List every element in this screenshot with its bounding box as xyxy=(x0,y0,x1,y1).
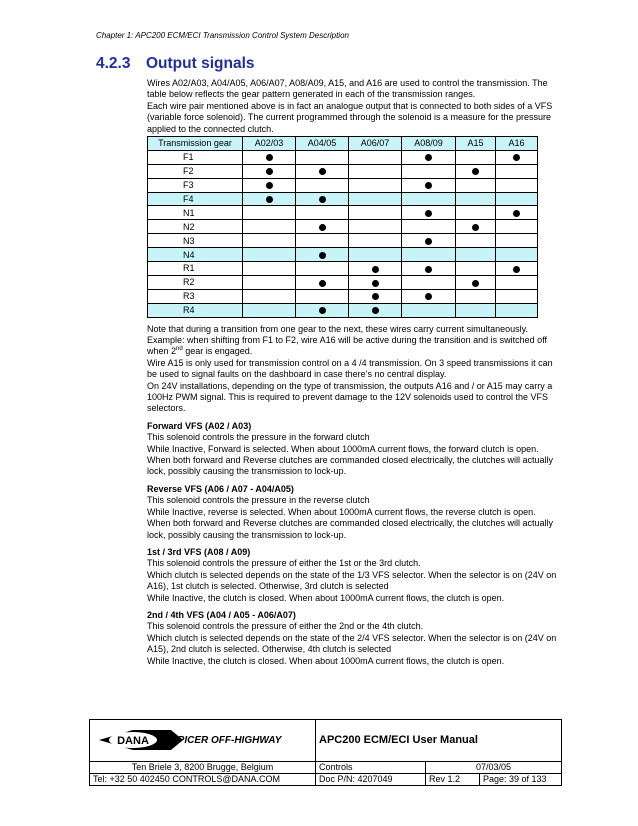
table-row xyxy=(148,303,538,317)
table-header-cell: A02/03 xyxy=(243,137,296,151)
output-cell xyxy=(402,164,456,178)
output-cell xyxy=(349,289,402,303)
dana-logo xyxy=(93,720,312,761)
output-cell xyxy=(402,220,456,234)
running-header: Chapter 1: APC200 ECM/ECI Transmission Control System Description xyxy=(96,31,349,40)
output-cell xyxy=(349,262,402,276)
output-cell xyxy=(243,275,296,289)
output-cell xyxy=(296,262,349,276)
table-row xyxy=(148,150,538,164)
active-dot-icon xyxy=(266,196,273,203)
gear-cell: N1 xyxy=(148,206,243,220)
section-title: Output signals xyxy=(146,55,255,72)
output-cell xyxy=(349,275,402,289)
table-row xyxy=(148,262,538,276)
output-cell xyxy=(296,234,349,248)
output-cell xyxy=(496,303,538,317)
active-dot-icon xyxy=(425,293,432,300)
output-cell xyxy=(402,262,456,276)
output-cell xyxy=(243,262,296,276)
subsection-title: 1st / 3rd VFS (A08 / A09) xyxy=(147,546,251,557)
footer-doc: Doc P/N: 4207049 xyxy=(316,774,426,786)
output-cell xyxy=(496,262,538,276)
output-cell xyxy=(456,220,496,234)
subsection-line: This solenoid controls the pressure in the reverse clutch xyxy=(147,495,370,506)
table-header-cell: A15 xyxy=(456,137,496,151)
active-dot-icon xyxy=(425,210,432,217)
output-cell xyxy=(296,178,349,192)
logo-text: SPICER OFF-HIGHWAY xyxy=(171,735,282,746)
content-body xyxy=(147,78,559,667)
output-cell xyxy=(243,164,296,178)
table-header-cell: A08/09 xyxy=(402,137,456,151)
gear-cell: N2 xyxy=(148,220,243,234)
gear-cell: F1 xyxy=(148,150,243,164)
table-row xyxy=(148,289,538,303)
output-cell xyxy=(496,192,538,206)
output-cell xyxy=(296,150,349,164)
output-cell xyxy=(496,289,538,303)
output-cell xyxy=(296,248,349,262)
subsection-line: While Inactive, reverse is selected. When about 1000mA current flows, the reverse clutch is open. xyxy=(147,506,536,517)
output-cell xyxy=(402,289,456,303)
intro-paragraph: Each wire pair mentioned above is in fact an analogue output that is connected to both sides of a VFS (variable force solenoid). The current programmed through the solenoid is a measure for the pressure applied to the connected clutch. xyxy=(147,100,553,134)
table-header-cell: Transmission gear xyxy=(148,137,243,151)
active-dot-icon xyxy=(425,154,432,161)
output-cell xyxy=(349,192,402,206)
output-cell xyxy=(456,248,496,262)
gear-cell: N4 xyxy=(148,248,243,262)
output-cell xyxy=(296,289,349,303)
intro-paragraph: Wires A02/A03, A04/A05, A06/A07, A08/A09, A15, and A16 are used to control the transmission. The table below reflects the gear pattern generated in each of the transmission ranges. xyxy=(147,78,548,100)
output-cell xyxy=(496,164,538,178)
table-header-cell: A16 xyxy=(496,137,538,151)
footer-contact: Tel: +32 50 402450 CONTROLS@DANA.COM xyxy=(90,774,316,786)
subsection-line: This solenoid controls the pressure of either the 1st or the 3rd clutch. xyxy=(147,558,421,569)
dana-logo-icon xyxy=(93,720,312,761)
active-dot-icon xyxy=(266,154,273,161)
subsection-line: While Inactive, Forward is selected. When about 1000mA current flows, the forward clutch is open. xyxy=(147,443,539,454)
active-dot-icon xyxy=(319,224,326,231)
subsection-line: When both forward and Reverse clutches are commanded closed electrically, the clutches will actually lock, possibly causing the transmission to lock-up. xyxy=(147,455,554,477)
active-dot-icon xyxy=(266,168,273,175)
output-cell xyxy=(349,150,402,164)
active-dot-icon xyxy=(472,224,479,231)
output-cell xyxy=(296,206,349,220)
output-cell xyxy=(402,303,456,317)
output-cell xyxy=(349,164,402,178)
output-cell xyxy=(243,178,296,192)
output-cell xyxy=(456,234,496,248)
subsection-title: Reverse VFS (A06 / A07 - A04/A05) xyxy=(147,483,294,494)
output-cell xyxy=(402,150,456,164)
output-cell xyxy=(456,289,496,303)
manual-title: APC200 ECM/ECI User Manual xyxy=(316,720,562,762)
output-cell xyxy=(496,234,538,248)
active-dot-icon xyxy=(372,266,379,273)
output-cell xyxy=(243,248,296,262)
active-dot-icon xyxy=(425,266,432,273)
a15-note: Wire A15 is only used for transmission control on a 4 /4 transmission. On 3 speed transmissions it can be used to signal faults on the dashboard in case there’s no central display. xyxy=(147,357,553,380)
transition-note: Note that during a transition from one gear to the next, these wires carry current simultaneously. Example: when shifting from F1 to F2, wire A16 will be active during the transition and is switched off when 2nd gear is engaged. xyxy=(147,323,548,357)
output-cell xyxy=(402,178,456,192)
output-cell xyxy=(243,289,296,303)
gear-cell: F2 xyxy=(148,164,243,178)
table-row xyxy=(148,220,538,234)
active-dot-icon xyxy=(319,307,326,314)
gear-cell: R2 xyxy=(148,275,243,289)
gear-cell: R1 xyxy=(148,262,243,276)
table-row xyxy=(148,248,538,262)
subsection-title: Forward VFS (A02 / A03) xyxy=(147,420,252,431)
output-cell xyxy=(296,220,349,234)
gear-pattern-table xyxy=(147,136,538,318)
output-cell xyxy=(243,206,296,220)
output-cell xyxy=(496,220,538,234)
output-cell xyxy=(402,206,456,220)
output-cell xyxy=(349,178,402,192)
output-cell xyxy=(296,275,349,289)
active-dot-icon xyxy=(513,210,520,217)
gear-cell: R3 xyxy=(148,289,243,303)
active-dot-icon xyxy=(372,307,379,314)
table-row xyxy=(148,192,538,206)
active-dot-icon xyxy=(372,293,379,300)
output-cell xyxy=(496,248,538,262)
output-cell xyxy=(496,206,538,220)
output-cell xyxy=(243,220,296,234)
output-cell xyxy=(456,262,496,276)
section-number: 4.2.3 xyxy=(96,55,131,72)
subsection-line: Which clutch is selected depends on the state of the 2/4 VFS selector. When the selector is on (24V on A15), 2nd clutch is selected. Otherwise, 4th clutch is selected xyxy=(147,632,557,655)
output-cell xyxy=(349,303,402,317)
active-dot-icon xyxy=(319,280,326,287)
output-cell xyxy=(456,192,496,206)
table-header-row xyxy=(148,137,538,151)
subsection-line: When both forward and Reverse clutches are commanded closed electrically, the clutches will actually lock, possibly causing the transmission to lock-up. xyxy=(147,518,554,540)
output-cell xyxy=(402,192,456,206)
table-row xyxy=(148,234,538,248)
section-heading xyxy=(96,55,255,73)
gear-cell: F4 xyxy=(148,192,243,206)
subsection-line: This solenoid controls the pressure in the forward clutch xyxy=(147,432,370,443)
output-cell xyxy=(496,178,538,192)
gear-cell: R4 xyxy=(148,303,243,317)
gear-cell: N3 xyxy=(148,234,243,248)
output-cell xyxy=(496,275,538,289)
output-cell xyxy=(456,206,496,220)
output-cell xyxy=(296,303,349,317)
output-cell xyxy=(243,150,296,164)
active-dot-icon xyxy=(472,168,479,175)
output-cell xyxy=(296,192,349,206)
table-row xyxy=(148,164,538,178)
footer-dept: Controls xyxy=(316,762,426,774)
logo-brand: DANA xyxy=(117,735,149,747)
output-cell xyxy=(243,234,296,248)
subsection-line: Which clutch is selected depends on the state of the 1/3 VFS selector. When the selector is on (24V on A16), 1st clutch is selected. Otherwise, 3rd clutch is selected xyxy=(147,569,557,592)
output-cell xyxy=(456,150,496,164)
subsection-title: 2nd / 4th VFS (A04 / A05 - A06/A07) xyxy=(147,609,296,620)
subsection-line: While Inactive, the clutch is closed. When about 1000mA current flows, the clutch is open. xyxy=(147,592,505,603)
output-cell xyxy=(349,220,402,234)
active-dot-icon xyxy=(319,196,326,203)
output-cell xyxy=(402,234,456,248)
subsection-line: This solenoid controls the pressure of either the 2nd or the 4th clutch. xyxy=(147,621,424,632)
active-dot-icon xyxy=(425,182,432,189)
subsection-line: While Inactive, the clutch is closed. When about 1000mA current flows, the clutch is open. xyxy=(147,655,505,666)
output-cell xyxy=(296,164,349,178)
output-cell xyxy=(349,206,402,220)
active-dot-icon xyxy=(513,266,520,273)
active-dot-icon xyxy=(472,280,479,287)
footer-page: Page: 39 of 133 xyxy=(480,774,562,786)
output-cell xyxy=(456,164,496,178)
output-cell xyxy=(456,303,496,317)
table-row xyxy=(148,275,538,289)
output-cell xyxy=(243,303,296,317)
output-cell xyxy=(456,178,496,192)
active-dot-icon xyxy=(372,280,379,287)
active-dot-icon xyxy=(513,154,520,161)
active-dot-icon xyxy=(425,238,432,245)
gear-cell: F3 xyxy=(148,178,243,192)
output-cell xyxy=(243,192,296,206)
footer-address: Ten Briele 3, 8200 Brugge, Belgium xyxy=(90,762,316,774)
table-header-cell: A04/05 xyxy=(296,137,349,151)
table-row xyxy=(148,178,538,192)
table-row xyxy=(148,206,538,220)
footer-logo xyxy=(90,720,316,762)
footer-date: 07/03/05 xyxy=(426,762,562,774)
active-dot-icon xyxy=(319,252,326,259)
table-header-cell: A06/07 xyxy=(349,137,402,151)
output-cell xyxy=(402,248,456,262)
output-cell xyxy=(349,234,402,248)
active-dot-icon xyxy=(319,168,326,175)
output-cell xyxy=(496,150,538,164)
output-cell xyxy=(349,248,402,262)
pwm-note: On 24V installations, depending on the type of transmission, the outputs A16 and / or A15 may carry a 100Hz PWM signal. This is required to prevent damage to the 12V solenoids used to control the VFS selectors. xyxy=(147,380,553,414)
active-dot-icon xyxy=(266,182,273,189)
output-cell xyxy=(456,275,496,289)
footer-rev: Rev 1.2 xyxy=(426,774,480,786)
output-cell xyxy=(402,275,456,289)
page-footer xyxy=(89,719,562,786)
